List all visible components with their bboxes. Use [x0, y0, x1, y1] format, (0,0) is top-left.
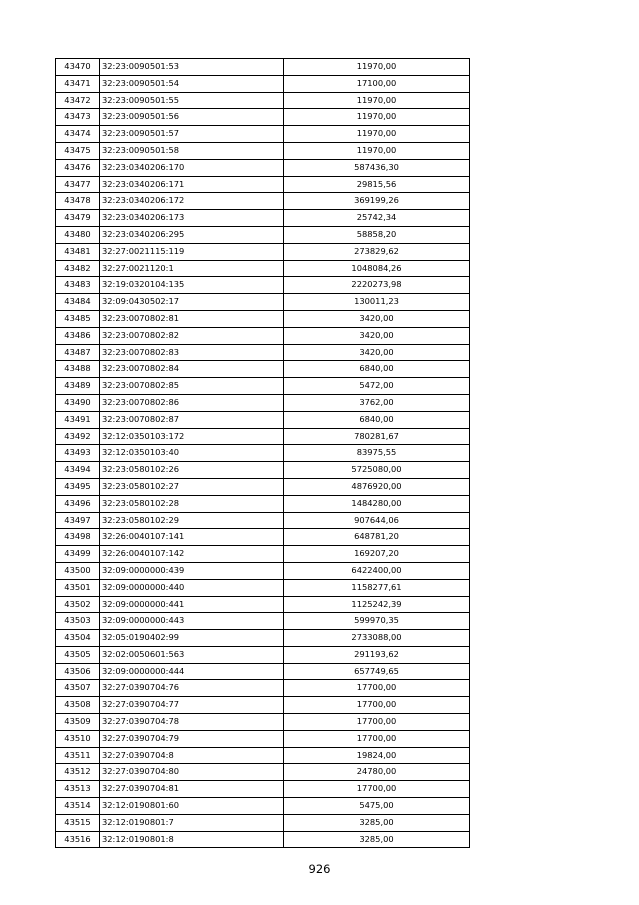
table-row [56, 798, 470, 815]
cadastral-number-cell: 32:23:0090501:55 [100, 92, 284, 109]
table-row [56, 92, 470, 109]
value-cell: 6422400,00 [284, 562, 470, 579]
cadastral-number-cell: 32:23:0090501:53 [100, 59, 284, 76]
cadastral-number-cell: 32:23:0090501:56 [100, 109, 284, 126]
table-row [56, 294, 470, 311]
page-number: 926 [308, 862, 331, 876]
cadastral-number-cell: 32:23:0070802:84 [100, 361, 284, 378]
cadastral-number-cell: 32:27:0390704:77 [100, 697, 284, 714]
value-cell: 648781,20 [284, 529, 470, 546]
row-number-cell: 43472 [56, 92, 100, 109]
table-row [56, 75, 470, 92]
row-number-cell: 43507 [56, 680, 100, 697]
table-row [56, 260, 470, 277]
value-cell: 17700,00 [284, 680, 470, 697]
table-row [56, 411, 470, 428]
cadastral-number-cell: 32:05:0190402:99 [100, 630, 284, 647]
table-row [56, 109, 470, 126]
value-cell: 17100,00 [284, 75, 470, 92]
table-row [56, 831, 470, 848]
table-row [56, 344, 470, 361]
row-number-cell: 43515 [56, 814, 100, 831]
cadastral-number-cell: 32:23:0580102:28 [100, 495, 284, 512]
row-number-cell: 43499 [56, 546, 100, 563]
table-row [56, 663, 470, 680]
value-cell: 3285,00 [284, 814, 470, 831]
row-number-cell: 43475 [56, 142, 100, 159]
row-number-cell: 43485 [56, 310, 100, 327]
table-row [56, 697, 470, 714]
row-number-cell: 43496 [56, 495, 100, 512]
table-row [56, 478, 470, 495]
row-number-cell: 43493 [56, 445, 100, 462]
cadastral-value-table [55, 58, 470, 848]
cadastral-number-cell: 32:23:0070802:86 [100, 394, 284, 411]
row-number-cell: 43506 [56, 663, 100, 680]
row-number-cell: 43492 [56, 428, 100, 445]
value-cell: 169207,20 [284, 546, 470, 563]
value-cell: 130011,23 [284, 294, 470, 311]
cadastral-number-cell: 32:02:0050601:563 [100, 646, 284, 663]
value-cell: 11970,00 [284, 59, 470, 76]
value-cell: 1484280,00 [284, 495, 470, 512]
table-row [56, 59, 470, 76]
cadastral-number-cell: 32:27:0021120:1 [100, 260, 284, 277]
row-number-cell: 43490 [56, 394, 100, 411]
table-row [56, 159, 470, 176]
row-number-cell: 43516 [56, 831, 100, 848]
row-number-cell: 43505 [56, 646, 100, 663]
cadastral-number-cell: 32:26:0040107:142 [100, 546, 284, 563]
cadastral-number-cell: 32:27:0390704:80 [100, 764, 284, 781]
row-number-cell: 43510 [56, 730, 100, 747]
table-row [56, 495, 470, 512]
value-cell: 5475,00 [284, 798, 470, 815]
value-cell: 2220273,98 [284, 277, 470, 294]
cadastral-number-cell: 32:23:0580102:29 [100, 512, 284, 529]
row-number-cell: 43503 [56, 613, 100, 630]
cadastral-number-cell: 32:23:0340206:171 [100, 176, 284, 193]
value-cell: 17700,00 [284, 781, 470, 798]
row-number-cell: 43511 [56, 747, 100, 764]
row-number-cell: 43489 [56, 378, 100, 395]
table-row [56, 310, 470, 327]
value-cell: 4876920,00 [284, 478, 470, 495]
value-cell: 24780,00 [284, 764, 470, 781]
row-number-cell: 43497 [56, 512, 100, 529]
cadastral-number-cell: 32:23:0070802:82 [100, 327, 284, 344]
cadastral-number-cell: 32:12:0190801:8 [100, 831, 284, 848]
table-row [56, 142, 470, 159]
value-cell: 19824,00 [284, 747, 470, 764]
cadastral-number-cell: 32:27:0390704:8 [100, 747, 284, 764]
cadastral-number-cell: 32:09:0430502:17 [100, 294, 284, 311]
table-row [56, 529, 470, 546]
cadastral-number-cell: 32:23:0090501:57 [100, 126, 284, 143]
table-row [56, 579, 470, 596]
table-row [56, 562, 470, 579]
table-row [56, 193, 470, 210]
cadastral-number-cell: 32:12:0350103:172 [100, 428, 284, 445]
table-row [56, 277, 470, 294]
row-number-cell: 43513 [56, 781, 100, 798]
table-row [56, 730, 470, 747]
value-cell: 907644,06 [284, 512, 470, 529]
cadastral-number-cell: 32:27:0021115:119 [100, 243, 284, 260]
value-cell: 11970,00 [284, 109, 470, 126]
value-cell: 25742,34 [284, 210, 470, 227]
cadastral-number-cell: 32:27:0390704:81 [100, 781, 284, 798]
table-row [56, 747, 470, 764]
value-cell: 369199,26 [284, 193, 470, 210]
cadastral-number-cell: 32:23:0070802:83 [100, 344, 284, 361]
value-cell: 3420,00 [284, 327, 470, 344]
value-cell: 780281,67 [284, 428, 470, 445]
cadastral-number-cell: 32:26:0040107:141 [100, 529, 284, 546]
value-cell: 6840,00 [284, 411, 470, 428]
cadastral-number-cell: 32:23:0340206:172 [100, 193, 284, 210]
value-cell: 291193,62 [284, 646, 470, 663]
table-row [56, 126, 470, 143]
table-row [56, 512, 470, 529]
row-number-cell: 43494 [56, 462, 100, 479]
value-cell: 2733088,00 [284, 630, 470, 647]
value-cell: 29815,56 [284, 176, 470, 193]
row-number-cell: 43498 [56, 529, 100, 546]
value-cell: 5472,00 [284, 378, 470, 395]
value-cell: 3762,00 [284, 394, 470, 411]
row-number-cell: 43477 [56, 176, 100, 193]
row-number-cell: 43480 [56, 226, 100, 243]
table-row [56, 764, 470, 781]
table-row [56, 546, 470, 563]
table-row [56, 210, 470, 227]
row-number-cell: 43484 [56, 294, 100, 311]
value-cell: 11970,00 [284, 126, 470, 143]
value-cell: 6840,00 [284, 361, 470, 378]
row-number-cell: 43508 [56, 697, 100, 714]
table-row [56, 378, 470, 395]
cadastral-number-cell: 32:23:0580102:27 [100, 478, 284, 495]
cadastral-number-cell: 32:12:0190801:7 [100, 814, 284, 831]
cadastral-number-cell: 32:23:0090501:58 [100, 142, 284, 159]
value-cell: 273829,62 [284, 243, 470, 260]
table-row [56, 630, 470, 647]
table-row [56, 243, 470, 260]
table-row [56, 327, 470, 344]
cadastral-number-cell: 32:23:0580102:26 [100, 462, 284, 479]
cadastral-number-cell: 32:09:0000000:441 [100, 596, 284, 613]
table-row [56, 394, 470, 411]
row-number-cell: 43473 [56, 109, 100, 126]
table-row [56, 226, 470, 243]
row-number-cell: 43483 [56, 277, 100, 294]
row-number-cell: 43512 [56, 764, 100, 781]
row-number-cell: 43471 [56, 75, 100, 92]
table-row [56, 781, 470, 798]
cadastral-number-cell: 32:19:0320104:135 [100, 277, 284, 294]
value-cell: 3420,00 [284, 344, 470, 361]
table-row [56, 428, 470, 445]
table-body [56, 59, 470, 848]
table-row [56, 462, 470, 479]
row-number-cell: 43491 [56, 411, 100, 428]
cadastral-number-cell: 32:09:0000000:444 [100, 663, 284, 680]
table-row [56, 445, 470, 462]
row-number-cell: 43487 [56, 344, 100, 361]
row-number-cell: 43501 [56, 579, 100, 596]
value-cell: 3285,00 [284, 831, 470, 848]
table-row [56, 176, 470, 193]
cadastral-number-cell: 32:09:0000000:440 [100, 579, 284, 596]
cadastral-number-cell: 32:27:0390704:78 [100, 714, 284, 731]
table-row [56, 814, 470, 831]
cadastral-number-cell: 32:27:0390704:79 [100, 730, 284, 747]
value-cell: 1158277,61 [284, 579, 470, 596]
value-cell: 17700,00 [284, 730, 470, 747]
cadastral-number-cell: 32:09:0000000:443 [100, 613, 284, 630]
cadastral-number-cell: 32:23:0070802:85 [100, 378, 284, 395]
value-cell: 5725080,00 [284, 462, 470, 479]
cadastral-number-cell: 32:23:0340206:295 [100, 226, 284, 243]
value-cell: 17700,00 [284, 714, 470, 731]
table-row [56, 714, 470, 731]
cadastral-number-cell: 32:23:0090501:54 [100, 75, 284, 92]
cadastral-number-cell: 32:23:0070802:87 [100, 411, 284, 428]
value-cell: 11970,00 [284, 92, 470, 109]
row-number-cell: 43474 [56, 126, 100, 143]
value-cell: 599970,35 [284, 613, 470, 630]
row-number-cell: 43500 [56, 562, 100, 579]
value-cell: 11970,00 [284, 142, 470, 159]
row-number-cell: 43482 [56, 260, 100, 277]
value-cell: 1125242,39 [284, 596, 470, 613]
value-cell: 587436,30 [284, 159, 470, 176]
table-row [56, 680, 470, 697]
cadastral-number-cell: 32:23:0340206:173 [100, 210, 284, 227]
cadastral-number-cell: 32:23:0070802:81 [100, 310, 284, 327]
row-number-cell: 43476 [56, 159, 100, 176]
row-number-cell: 43504 [56, 630, 100, 647]
row-number-cell: 43479 [56, 210, 100, 227]
row-number-cell: 43514 [56, 798, 100, 815]
value-cell: 3420,00 [284, 310, 470, 327]
row-number-cell: 43502 [56, 596, 100, 613]
cadastral-number-cell: 32:27:0390704:76 [100, 680, 284, 697]
value-cell: 83975,55 [284, 445, 470, 462]
row-number-cell: 43481 [56, 243, 100, 260]
cadastral-number-cell: 32:12:0350103:40 [100, 445, 284, 462]
cadastral-number-cell: 32:12:0190801:60 [100, 798, 284, 815]
table-row [56, 596, 470, 613]
row-number-cell: 43478 [56, 193, 100, 210]
value-cell: 1048084,26 [284, 260, 470, 277]
value-cell: 17700,00 [284, 697, 470, 714]
row-number-cell: 43486 [56, 327, 100, 344]
row-number-cell: 43509 [56, 714, 100, 731]
row-number-cell: 43470 [56, 59, 100, 76]
table-row [56, 613, 470, 630]
row-number-cell: 43488 [56, 361, 100, 378]
value-cell: 58858,20 [284, 226, 470, 243]
table-row [56, 361, 470, 378]
cadastral-number-cell: 32:23:0340206:170 [100, 159, 284, 176]
value-cell: 657749,65 [284, 663, 470, 680]
cadastral-number-cell: 32:09:0000000:439 [100, 562, 284, 579]
row-number-cell: 43495 [56, 478, 100, 495]
table-row [56, 646, 470, 663]
